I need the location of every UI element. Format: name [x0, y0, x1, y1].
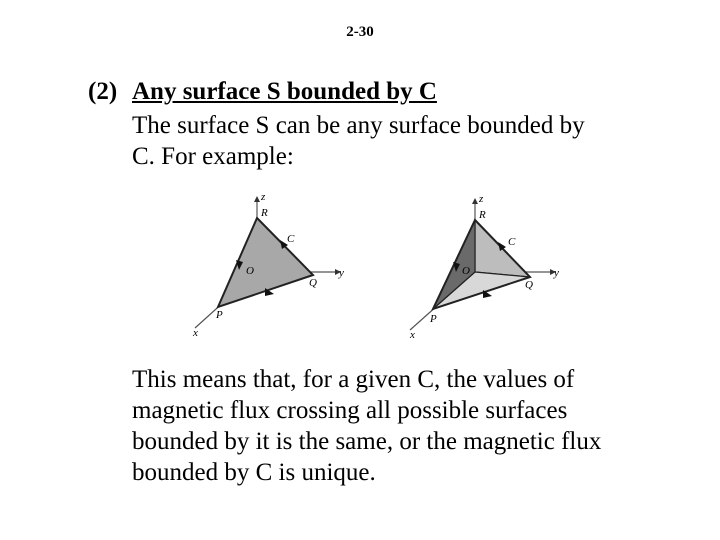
label-O: O	[462, 265, 470, 277]
paragraph-line: This means that, for a given C, the values of	[132, 366, 575, 393]
paragraph-line: bounded by C is unique.	[132, 459, 376, 486]
label-C: C	[287, 233, 295, 245]
paragraph-line: bounded by it is the same, or the magnetic flux	[132, 428, 602, 455]
label-O: O	[246, 265, 254, 277]
figure-bent-surface	[400, 192, 570, 342]
label-y: y	[339, 267, 344, 279]
label-z: z	[479, 193, 484, 205]
paragraph-line: magnetic flux crossing all possible surfaces	[132, 397, 568, 424]
label-y: y	[554, 267, 559, 279]
conclusion-paragraph	[132, 364, 692, 488]
figure-flat-surface	[185, 190, 355, 340]
label-Q: Q	[525, 279, 533, 291]
section-number: (2)	[88, 78, 118, 105]
label-x: x	[193, 327, 198, 339]
section-heading	[88, 78, 437, 106]
label-P: P	[430, 313, 437, 325]
paragraph-line: C. For example:	[132, 143, 294, 170]
label-Q: Q	[309, 277, 317, 289]
label-C: C	[508, 236, 516, 248]
page-number: 2-30	[346, 24, 374, 40]
label-P: P	[216, 309, 223, 321]
label-x: x	[410, 329, 415, 341]
intro-paragraph	[132, 110, 692, 172]
section-title: Any surface S bounded by C	[132, 78, 437, 105]
label-z: z	[261, 191, 266, 203]
label-R: R	[261, 207, 268, 219]
label-R: R	[479, 209, 486, 221]
paragraph-line: The surface S can be any surface bounded by	[132, 112, 585, 139]
